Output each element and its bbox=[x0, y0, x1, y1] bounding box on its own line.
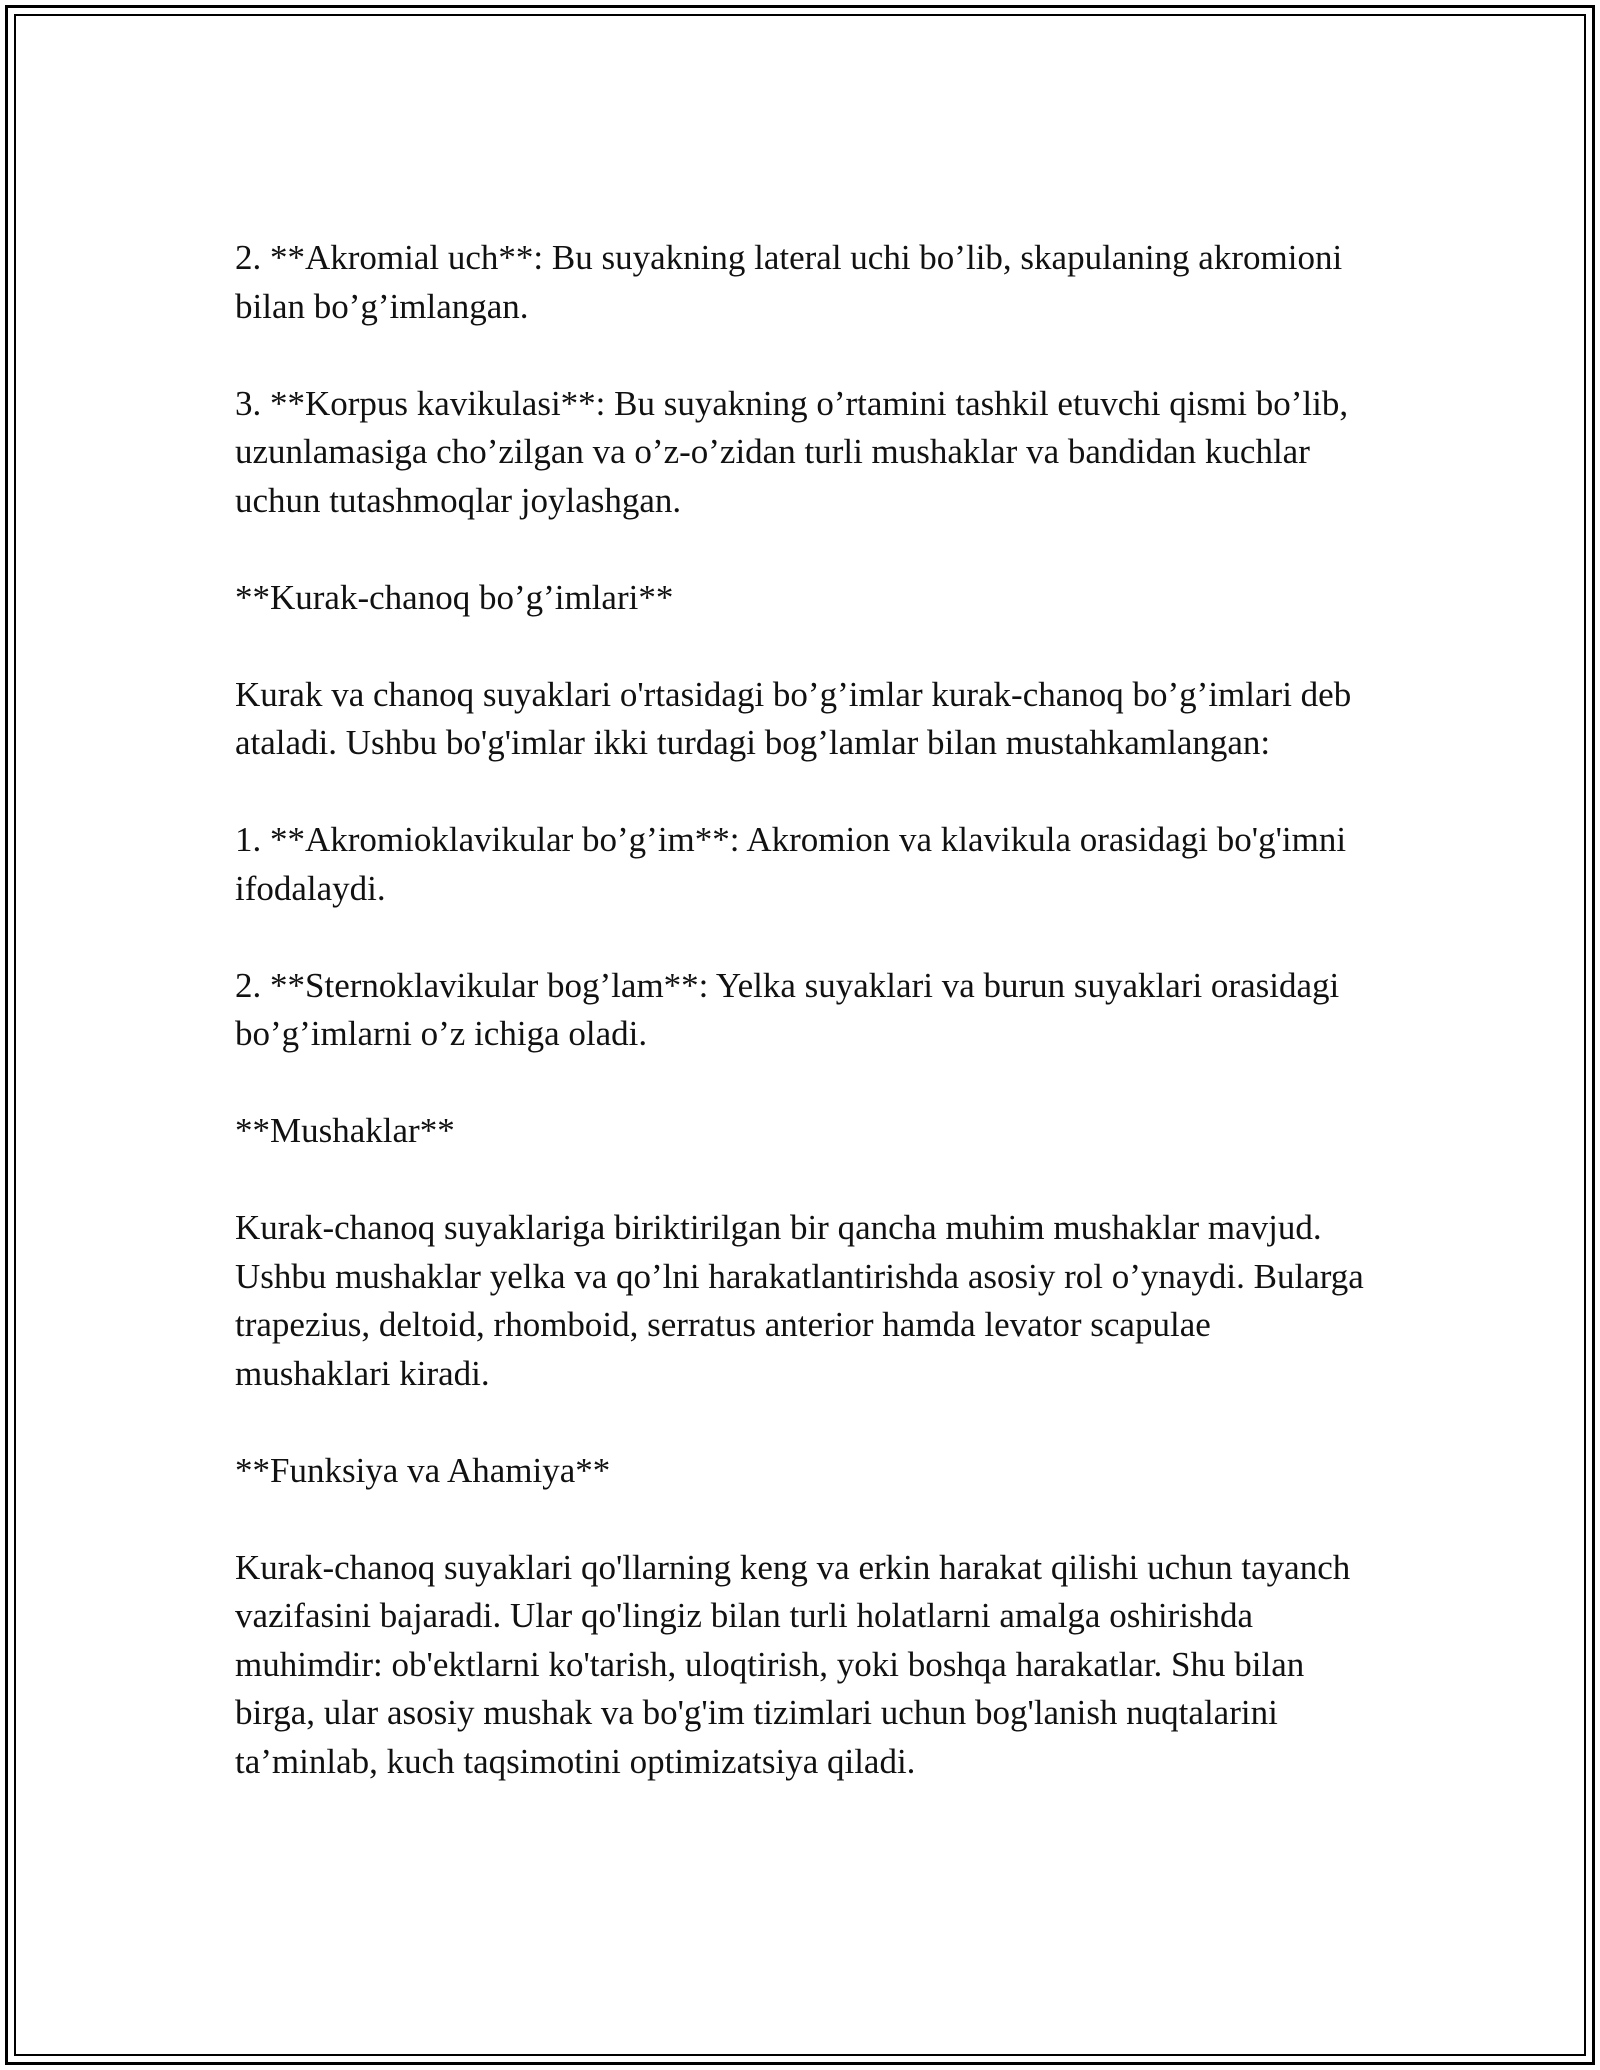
heading-funksiya-va-ahamiya: **Funksiya va Ahamiya** bbox=[235, 1450, 611, 1490]
paragraph-korpus-kavikulasi: 3. **Korpus kavikulasi**: Bu suyakning o’rtamini tashkil etuvchi qismi bo’lib, uzunlamasiga cho’zilgan va o’z-o’zidan turli mushaklar va bandidan kuchlar uchun tutashmoqlar joylashgan. bbox=[235, 383, 1349, 520]
paragraph-sternoklavikular: 2. **Sternoklavikular bog’lam**: Yelka suyaklari va burun suyaklari orasidagi bo’g’imlarni o’z ichiga oladi. bbox=[235, 965, 1340, 1053]
paragraph-akromioklavikular: 1. **Akromioklavikular bo’g’im**: Akromion va klavikula orasidagi bo'g'imni ifodalaydi. bbox=[235, 820, 1347, 908]
paragraph-akromial-uch: 2. **Akromial uch**: Bu suyakning lateral uchi bo’lib, skapulaning akromioni bilan bo’g’imlangan. bbox=[235, 238, 1343, 326]
heading-mushaklar: **Mushaklar** bbox=[235, 1111, 455, 1150]
document-body bbox=[235, 234, 1375, 1786]
heading-kurak-chanoq-bogimlari: **Kurak-chanoq bo’g’imlari** bbox=[235, 577, 674, 617]
paragraph-kurak-chanoq-intro: Kurak va chanoq suyaklari o'rtasidagi bo’g’imlar kurak-chanoq bo’g’imlari deb ataladi. Ushbu bo'g'imlar ikki turdagi bog’lamlar bilan mustahkamlangan: bbox=[235, 674, 1352, 762]
paragraph-mushaklar: Kurak-chanoq suyaklariga biriktirilgan bir qancha muhim mushaklar mavjud. Ushbu mushaklar yelka va qo’lni harakatlantirishda asosiy rol o’ynaydi. Bularga trapezius, deltoid, rhomboid, serratus anterior hamda levator scapulae mushaklari kiradi. bbox=[235, 1208, 1364, 1393]
paragraph-funksiya: Kurak-chanoq suyaklari qo'llarning keng va erkin harakat qilishi uchun tayanch vazifasini bajaradi. Ular qo'lingiz bilan turli holatlarni amalga oshirishda muhimdir: ob'ektlarni ko'tarish, uloqtirish, yoki boshqa harakatlar. Shu bilan birga, ular asosiy mushak va bo'g'im tizimlari uchun bog'lanish nuqtalarini ta’minlab, kuch taqsimotini optimizatsiya qiladi. bbox=[235, 1547, 1351, 1781]
